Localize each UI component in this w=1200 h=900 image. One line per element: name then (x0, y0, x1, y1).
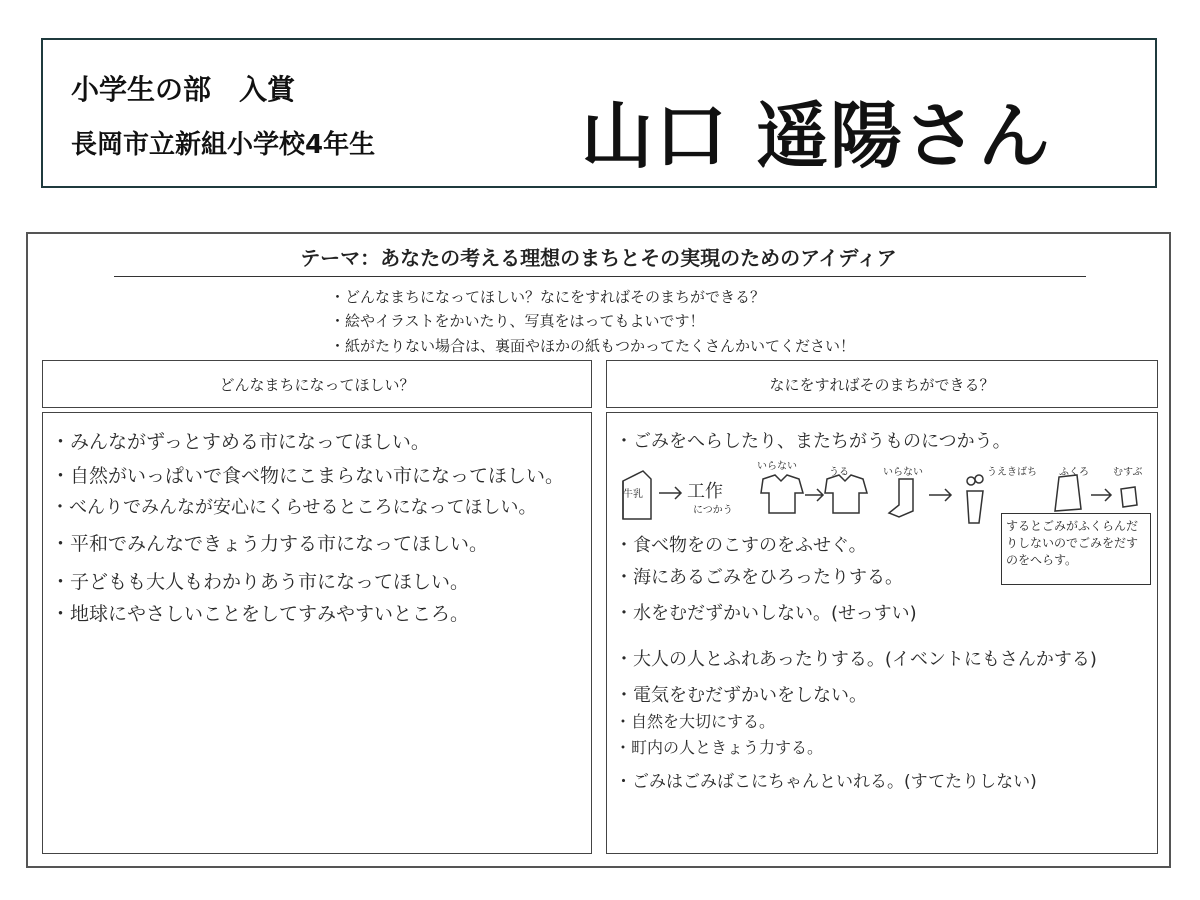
list-item: ・食べ物をのこすのをふせぐ。 (615, 535, 867, 556)
sketch-label: 牛乳 (623, 489, 643, 500)
sketch-label: いらない (883, 467, 923, 478)
right-column-heading: なにをすればそのまちができる？ (606, 360, 1158, 408)
worksheet (26, 232, 1171, 868)
list-item: ・子どもも大人もわかりあう市になってほしい。 (51, 571, 470, 593)
list-item: ・みんながずっとすめる市になってほしい。 (51, 431, 430, 453)
award-category: 小学生の部 入賞 (71, 73, 296, 106)
sketch-label: うる (829, 467, 849, 478)
list-item: ・町内の人ときょう力する。 (615, 738, 824, 757)
sketch-label: 工作 (687, 481, 723, 502)
instruction-2: ・絵やイラストをかいたり、写真をはってもよいです！ (330, 312, 705, 330)
list-item: ・ごみをへらしたり、またちがうものにつかう。 (615, 431, 1011, 452)
list-item: ・電気をむだずかいをしない。 (615, 685, 867, 706)
instruction-1: ・どんなまちになってほしい？なにをすればそのまちができる？ (330, 288, 766, 306)
list-item: ・地球にやさしいことをしてすみやすいところ。 (51, 603, 470, 625)
instruction-3: ・紙がたりない場合は、裏面やほかの紙もつかってたくさんかいてください！ (330, 337, 856, 355)
list-item: ・海にあるごみをひろったりする。 (615, 567, 903, 588)
worksheet-theme: テーマ：あなたの考える理想のまちとその実現のためのアイディア (300, 246, 897, 270)
right-column-body (606, 412, 1158, 854)
sketch-label: うえきばち (987, 467, 1037, 478)
left-column-heading: どんなまちになってほしい？ (42, 360, 592, 408)
theme-underline (114, 276, 1086, 277)
list-item: ・大人の人とふれあったりする。(イベントにもさんかする) (615, 649, 1097, 670)
list-item: ・自然を大切にする。 (615, 712, 776, 731)
student-name: 山口 遥陽さん (581, 94, 1053, 178)
list-item: ・水をむだずかいしない。(せっすい) (615, 603, 917, 624)
sketch-note-box: するとごみがふくらんだりしないのでごみをだすのをへらす。 (1001, 513, 1151, 585)
sketch-label: むすぶ (1113, 467, 1143, 478)
recycling-sketch (617, 457, 1007, 537)
list-item: ・ごみはごみばこにちゃんといれる。(すてたりしない) (615, 772, 1037, 792)
sketch-label: いらない (757, 461, 797, 472)
sketch-label: ふくろ (1059, 467, 1089, 478)
list-item: ・自然がいっぱいで食べ物にこまらない市になってほしい。 (51, 465, 565, 487)
list-item: ・平和でみんなできょう力する市になってほしい。 (51, 533, 489, 555)
left-column-body (42, 412, 592, 854)
award-header (41, 38, 1157, 188)
school-grade: 長岡市立新組小学校4年生 (71, 130, 376, 160)
list-item: ・べんりでみんなが安心にくらせるところになってほしい。 (51, 497, 537, 518)
sketch-label: につかう (693, 505, 733, 516)
